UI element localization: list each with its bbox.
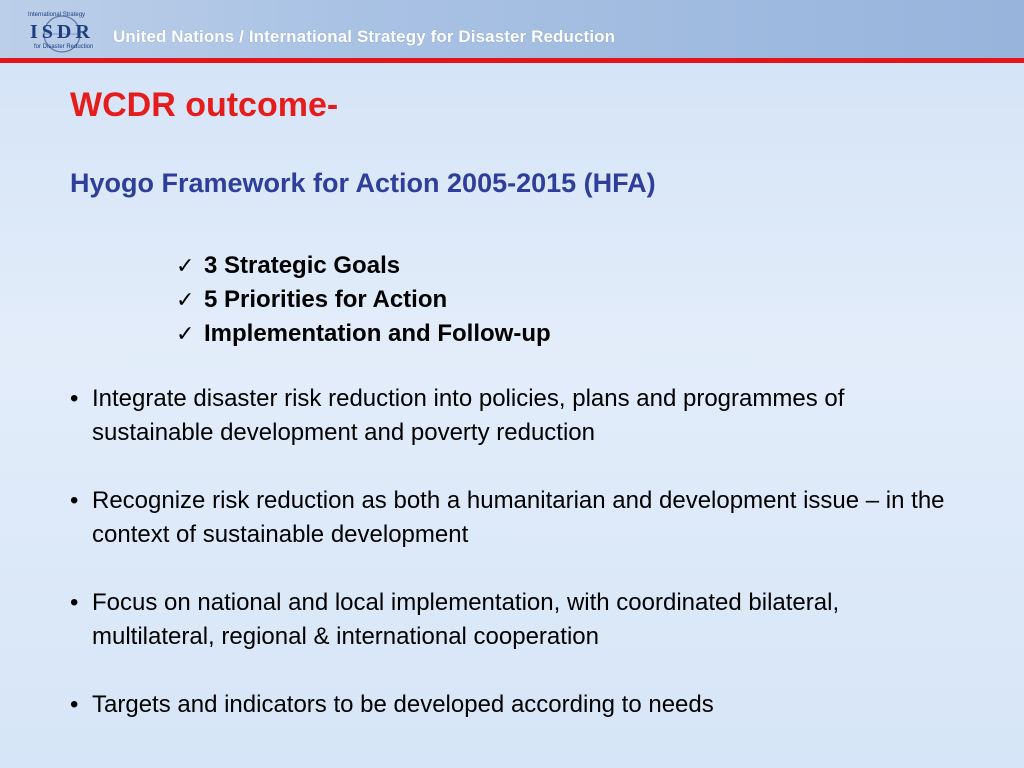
bullet-icon: • <box>70 385 79 412</box>
bullet-text: Focus on national and local implementation, with coordinated bilateral, multilateral, regional & international cooperation <box>92 589 840 650</box>
bullet-text: Integrate disaster risk reduction into policies, plans and programmes of sustainable development and poverty reduction <box>92 385 845 446</box>
logo-top-text: International Strategy <box>28 12 86 18</box>
slide-title: WCDR outcome- <box>70 86 339 124</box>
checklist-item <box>176 283 551 317</box>
bullet-text: Targets and indicators to be developed according to needs <box>92 691 714 718</box>
checklist-item <box>176 249 551 283</box>
bullet-text: Recognize risk reduction as both a humanitarian and development issue – in the context of sustainable development <box>92 487 945 548</box>
bullet-item <box>70 484 950 552</box>
checkmark-icon: ✓ <box>176 253 195 278</box>
bullet-item <box>70 586 950 654</box>
checklist-item-label: 3 Strategic Goals <box>204 252 401 279</box>
bullet-icon: • <box>70 487 79 514</box>
logo-letters: ISDR <box>30 21 94 43</box>
checklist-item-label: Implementation and Follow-up <box>204 320 551 347</box>
checklist-item <box>176 317 551 351</box>
isdr-logo <box>24 10 100 54</box>
checkmark-icon: ✓ <box>176 321 195 346</box>
bullet-item <box>70 688 950 722</box>
checklist <box>176 249 551 351</box>
header-bar <box>0 0 1024 60</box>
bullet-list <box>70 382 950 756</box>
bullet-item <box>70 382 950 450</box>
organization-title: United Nations / International Strategy for Disaster Reduction <box>113 27 616 46</box>
logo-bottom-text: for Disaster Reduction <box>34 44 94 50</box>
checklist-item-label: 5 Priorities for Action <box>204 286 448 313</box>
checkmark-icon: ✓ <box>176 287 195 312</box>
slide-subtitle: Hyogo Framework for Action 2005-2015 (HFA) <box>70 168 656 198</box>
bullet-icon: • <box>70 691 79 718</box>
header-divider <box>0 58 1024 63</box>
bullet-icon: • <box>70 589 79 616</box>
